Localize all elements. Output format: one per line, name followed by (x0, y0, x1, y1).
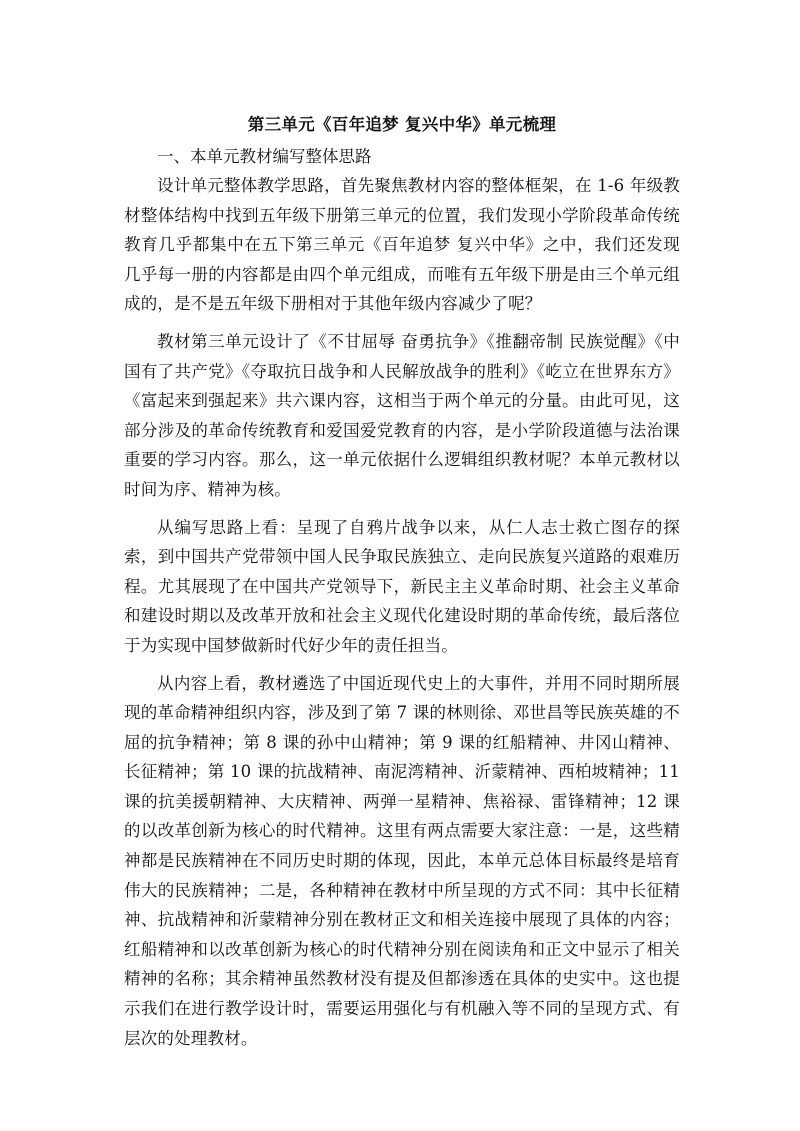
paragraph-3: 从编写思路上看：呈现了自鸦片战争以来，从仁人志士救亡图存的探索，到中国共产党带领中国人民争取民族独立、走向民族复兴道路的艰难历程。尤其展现了在中国共产党领导下，新民主主义革命时期、社会主义革命和建设时期以及改革开放和社会主义现代化建设时期的革命传统，最后落位于为实现中国梦做新时代好少年的责任担当。 (124, 517, 680, 655)
paragraph-4: 从内容上看，教材遴选了中国近现代史上的大事件，并用不同时期所展现的革命精神组织内容，涉及到了第 7 课的林则徐、邓世昌等民族英雄的不屈的抗争精神；第 8 课的孙中山精神；第 9 课的红船精神、井冈山精神、长征精神；第 10 课的抗战精神、南泥湾精神、沂蒙精神、西柏坡精神；11 课的抗美援朝精神、大庆精神、两弹一星精神、焦裕禄、雷锋精神；12 课的以改革创新为核心的时代精神。这里有两点需要大家注意：一是，这些精神都是民族精神在不同历史时期的体现，因此，本单元总体目标最终是培育伟大的民族精神；二是，各种精神在教材中所呈现的方式不同：其中长征精神、抗战精神和沂蒙精神分别在教材正文和相关连接中展现了具体的内容；红船精神和以改革创新为核心的时代精神分别在阅读角和正文中显示了相关精神的名称；其余精神虽然教材没有提及但都渗透在具体的史实中。这也提示我们在进行教学设计时，需要运用强化与有机融入等不同的呈现方式、有层次的处理教材。 (124, 673, 680, 1048)
document-title: 第三单元《百年追梦 复兴中华》单元梳理 (247, 115, 557, 134)
section-heading: 一、本单元教材编写整体思路 (157, 147, 372, 166)
paragraph-1: 设计单元整体教学思路，首先聚焦教材内容的整体框架，在 1-6 年级教材整体结构中找到五年级下册第三单元的位置，我们发现小学阶段革命传统教育几乎都集中在五下第三单元《百年追梦 复兴中华》之中，我们还发现几乎每一册的内容都是由四个单元组成，而唯有五年级下册是由三个单元组成的，是不是五年级下册相对于其他年级内容减少了呢？ (124, 176, 680, 314)
document-page (124, 113, 680, 1053)
paragraph-2: 教材第三单元设计了《不甘屈辱 奋勇抗争》《推翻帝制 民族觉醒》《中国有了共产党》《夺取抗日战争和人民解放战争的胜利》《屹立在世界东方》《富起来到强起来》共六课内容，这相当于两个单元的分量。由此可见，这部分涉及的革命传统教育和爱国爱党教育的内容，是小学阶段道德与法治课重要的学习内容。那么，这一单元依据什么逻辑组织教材呢？本单元教材以时间为序、精神为核。 (124, 331, 680, 499)
